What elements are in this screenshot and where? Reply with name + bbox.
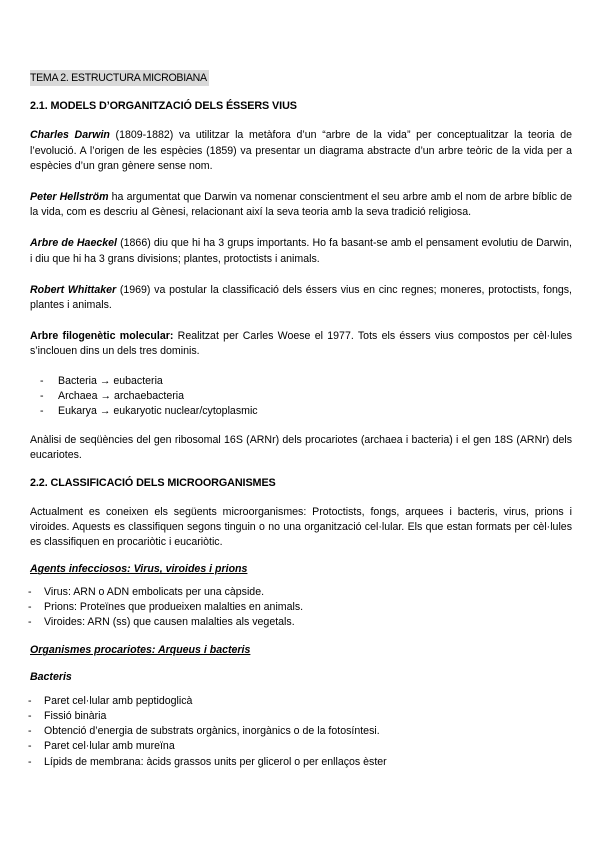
section-2-title: 2.2. CLASSIFICACIÓ DELS MICROORGANISMES — [30, 476, 276, 489]
text-phylogenetic-tree: Realitzat per Carles Woese el 1977. Tots els éssers vius compostos per cèl·lules s’inclouen dins un dels tres dominis. — [30, 330, 572, 358]
name-haeckel: Arbre de Haeckel — [30, 237, 117, 250]
paragraph-phylogenetic-tree — [30, 329, 572, 359]
list-item: - Paret cel·lular amb mureïna — [30, 739, 572, 754]
name-hellstrom: Peter Hellström — [30, 191, 109, 204]
list-item: - Obtenció d’energia de substrats orgànics, inorgànics o de la fotosíntesi. — [30, 724, 572, 739]
list-item: - Lípids de membrana: àcids grassos units per glicerol o per enllaços èster — [30, 755, 572, 770]
paragraph-whittaker — [30, 283, 572, 313]
name-phylogenetic-tree: Arbre filogenètic molecular: — [30, 330, 174, 343]
document-page — [30, 70, 572, 770]
list-item: - Viroides: ARN (ss) que causen malalties als vegetals. — [30, 615, 572, 630]
name-darwin: Charles Darwin — [30, 129, 110, 142]
text-hellstrom: ha argumentat que Darwin va nomenar conscientment el seu arbre amb el nom de arbre bíblic de la vida, com es descriu al Gènesi, relacionant així la seva teoria amb la seva tradició religiosa. — [30, 191, 572, 219]
list-item: - Eukarya → eukaryotic nuclear/cytoplasmic — [30, 404, 572, 419]
text-whittaker: (1969) va postular la classificació dels éssers vius en cinc regnes; moneres, protoctists, fongs, plantes i animals. — [30, 283, 572, 312]
paragraph-haeckel — [30, 236, 572, 266]
domains-list — [30, 374, 572, 420]
name-whittaker: Robert Whittaker — [30, 283, 117, 296]
list-item: - Paret cel·lular amb peptidoglicà — [30, 694, 572, 709]
agents-list — [30, 585, 572, 631]
topic-heading: TEMA 2. ESTRUCTURA MICROBIANA — [30, 70, 209, 86]
paragraph-rna-analysis: Anàlisi de seqüències del gen ribosomal 16S (ARNr) dels procariotes (archaea i bacteria) i el gen 18S (ARNr) dels eucariotes. — [30, 434, 572, 462]
text-darwin: (1809-1882) va utilitzar la metàfora d’un “arbre de la vida” per conceptualitzar la teoria de l’evolució. A l’origen de les espècies (1859) va presentar un diagrama abstracte d’un arbre teòric de la vida per a espècies d’un gran gènere sense nom. — [30, 129, 572, 172]
bacteria-heading: Bacteris — [30, 671, 72, 684]
list-item: - Fissió binària — [30, 709, 572, 724]
list-item: - Prions: Proteïnes que produeixen malalties en animals. — [30, 600, 572, 615]
prokaryotes-heading: Organismes procariotes: Arqueus i bacteris — [30, 644, 251, 657]
agents-heading: Agents infecciosos: Virus, viroides i prions — [30, 563, 248, 576]
paragraph-microorganisms: Actualment es coneixen els següents microorganismes: Protoctists, fongs, arquees i bacteris, virus, prions i viroides. Aquests es classifiquen segons tinguin o no una organització cel·lular. Els que estan formats per cèl·lules es classifiquen en procariòtic i eucariòtic. — [30, 505, 572, 549]
text-haeckel: (1866) diu que hi ha 3 grups importants. Ho fa basant-se amb el pensament evolutiu de Darwin, i diu que hi ha 3 grans divisions; plantes, protoctists i animals. — [30, 237, 573, 265]
list-item: - Virus: ARN o ADN embolicats per una càpside. — [30, 585, 572, 600]
list-item: - Bacteria → eubacteria — [30, 374, 572, 389]
section-1-title: 2.1. MODELS D’ORGANITZACIÓ DELS ÉSSERS VIUS — [30, 100, 297, 113]
bacteria-list — [30, 694, 572, 770]
paragraph-darwin — [30, 128, 572, 174]
list-item: - Archaea → archaebacteria — [30, 389, 572, 404]
paragraph-hellstrom — [30, 190, 572, 220]
